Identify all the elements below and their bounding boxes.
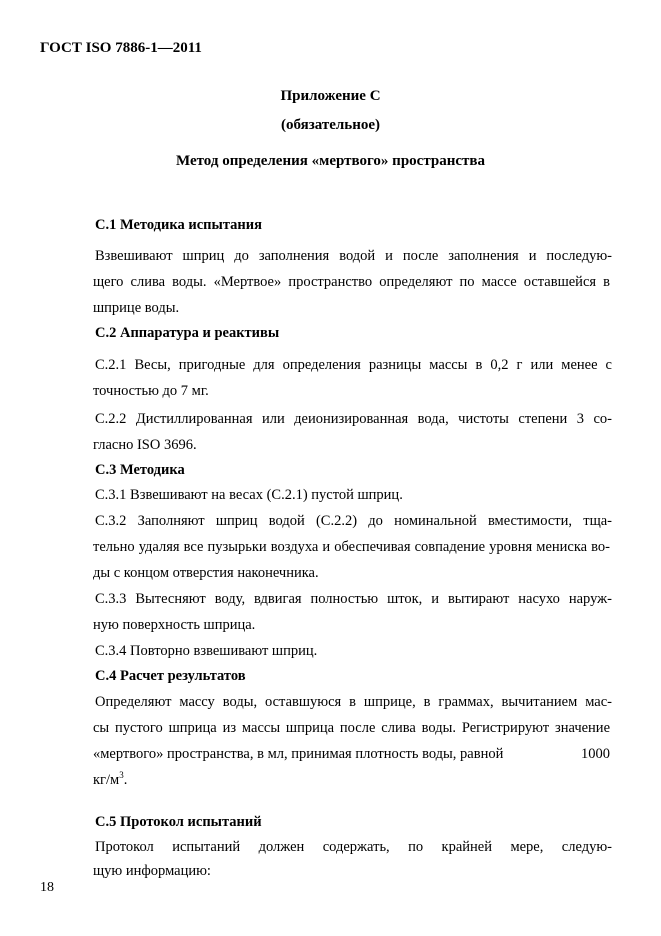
c1-line-2: щего слива воды. «Мертвое» пространство определяют по массе оставшейся в xyxy=(93,274,610,290)
section-c3-heading: С.3 Методика xyxy=(95,462,185,478)
c4-unit-exponent: 3 xyxy=(119,770,124,780)
c4-line-2: сы пустого шприца из массы шприца после слива воды. Регистрируют значение xyxy=(93,720,610,736)
c3-line-7: С.3.4 Повторно взвешивают шприц. xyxy=(95,643,318,659)
c4-unit-end: . xyxy=(123,772,128,788)
c2-line-4: гласно ISO 3696. xyxy=(93,437,197,453)
c2-line-2: точностью до 7 мг. xyxy=(93,383,209,399)
page-number: 18 xyxy=(40,880,54,895)
c4-line-1: Определяют массу воды, оставшуюся в шприце, в граммах, вычитанием мас- xyxy=(95,694,612,710)
c3-line-4: ды с концом отверстия наконечника. xyxy=(93,565,319,581)
c5-line-2: щую информацию: xyxy=(93,863,211,879)
c1-line-1: Взвешивают шприц до заполнения водой и после заполнения и последую- xyxy=(95,248,612,264)
appendix-subject: Метод определения «мертвого» пространства xyxy=(176,153,485,169)
c2-line-3: С.2.2 Дистиллированная или деионизированная вода, чистоты степени 3 со- xyxy=(95,411,612,427)
section-c4-heading: С.4 Расчет результатов xyxy=(95,668,246,684)
c1-line-3: шприце воды. xyxy=(93,300,180,316)
c3-line-3: тельно удаляя все пузырьки воздуха и обеспечивая совпадение уровня мениска во- xyxy=(93,539,610,555)
c3-line-6: ную поверхность шприца. xyxy=(93,617,256,633)
section-c1-heading: С.1 Методика испытания xyxy=(95,217,262,233)
c3-line-1: С.3.1 Взвешивают на весах (С.2.1) пустой шприц. xyxy=(95,487,403,503)
section-c5-heading: С.5 Протокол испытаний xyxy=(95,814,262,830)
c2-line-1: С.2.1 Весы, пригодные для определения разницы массы в 0,2 г или менее с xyxy=(95,357,612,373)
document-header: ГОСТ ISO 7886-1—2011 xyxy=(40,40,202,56)
c3-line-2: С.3.2 Заполняют шприц водой (С.2.2) до номинальной вместимости, тща- xyxy=(95,513,612,529)
c5-line-1: Протокол испытаний должен содержать, по крайней мере, следую- xyxy=(95,839,612,855)
c4-unit-line xyxy=(93,772,610,789)
c4-line-3 xyxy=(93,746,610,763)
section-c2-heading: С.2 Аппаратура и реактивы xyxy=(95,325,280,341)
appendix-title: Приложение С xyxy=(280,88,381,104)
c4-unit: кг/м xyxy=(93,772,120,788)
c3-line-5: С.3.3 Вытесняют воду, вдвигая полностью шток, и вытирают насухо наруж- xyxy=(95,591,612,607)
appendix-status: (обязательное) xyxy=(280,117,381,133)
c4-density-value: 1000 xyxy=(581,746,610,762)
c4-line-3-text: «мертвого» пространства, в мл, принимая плотность воды, равной xyxy=(93,746,504,762)
